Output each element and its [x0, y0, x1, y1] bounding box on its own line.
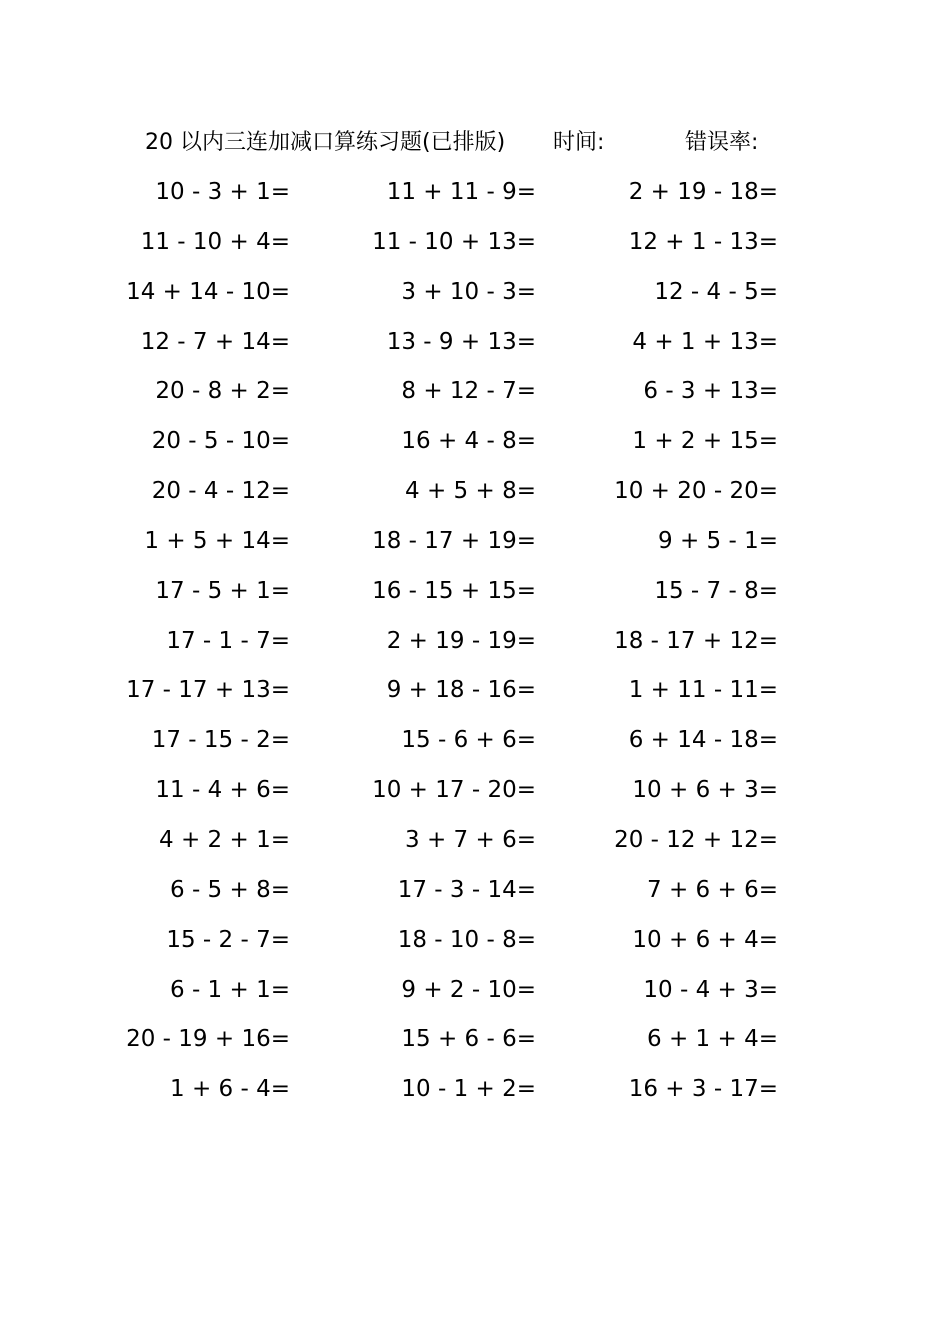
- math-problem: 16 + 4 - 8=: [401, 428, 536, 455]
- problem-row: [0, 371, 950, 421]
- problem-row: [0, 870, 950, 920]
- math-problem: 16 + 3 - 17=: [628, 1076, 778, 1103]
- math-problem: 11 - 10 + 4=: [140, 228, 290, 255]
- math-problem: 10 + 17 - 20=: [372, 777, 536, 804]
- problem-row: [0, 920, 950, 970]
- math-problem: 2 + 19 - 19=: [386, 627, 536, 654]
- math-problem: 15 - 6 + 6=: [401, 727, 536, 754]
- math-problem: 14 + 14 - 10=: [126, 278, 290, 305]
- math-problem: 3 + 7 + 6=: [405, 826, 536, 853]
- math-problem: 3 + 10 - 3=: [401, 278, 536, 305]
- math-problem: 10 + 6 + 3=: [632, 777, 778, 804]
- math-problem: 10 - 4 + 3=: [643, 976, 778, 1003]
- problem-row: [0, 670, 950, 720]
- math-problem: 20 - 5 - 10=: [151, 428, 290, 455]
- math-problem: 4 + 2 + 1=: [159, 826, 290, 853]
- math-problem: 20 - 19 + 16=: [126, 1026, 290, 1053]
- math-problem: 15 - 2 - 7=: [166, 926, 290, 953]
- math-problem: 20 - 4 - 12=: [151, 478, 290, 505]
- problem-row: [0, 621, 950, 671]
- math-problem: 17 - 5 + 1=: [155, 577, 290, 604]
- math-problem: 11 - 4 + 6=: [155, 777, 290, 804]
- time-label: 时间:: [553, 130, 605, 155]
- math-problem: 12 - 4 - 5=: [654, 278, 778, 305]
- problem-row: [0, 471, 950, 521]
- problem-row: [0, 521, 950, 571]
- math-problem: 12 + 1 - 13=: [628, 228, 778, 255]
- problem-row: [0, 322, 950, 372]
- math-problem: 10 - 1 + 2=: [401, 1076, 536, 1103]
- math-problem: 4 + 1 + 13=: [632, 328, 778, 355]
- math-problem: 13 - 9 + 13=: [386, 328, 536, 355]
- problem-row: [0, 421, 950, 471]
- math-problem: 10 + 20 - 20=: [614, 478, 778, 505]
- math-problem: 16 - 15 + 15=: [372, 577, 536, 604]
- math-problem: 6 - 1 + 1=: [170, 976, 290, 1003]
- math-problem: 17 - 15 - 2=: [151, 727, 290, 754]
- math-problem: 17 - 3 - 14=: [397, 876, 536, 903]
- math-problem: 4 + 5 + 8=: [405, 478, 536, 505]
- math-problem: 1 + 11 - 11=: [628, 677, 778, 704]
- problem-grid: [0, 172, 950, 1119]
- math-problem: 1 + 5 + 14=: [144, 527, 290, 554]
- math-problem: 10 - 3 + 1=: [155, 179, 290, 205]
- math-problem: 1 + 6 - 4=: [170, 1076, 290, 1103]
- math-problem: 15 + 6 - 6=: [401, 1026, 536, 1053]
- math-problem: 18 - 10 - 8=: [397, 926, 536, 953]
- math-problem: 20 - 8 + 2=: [155, 378, 290, 405]
- math-problem: 17 - 1 - 7=: [166, 627, 290, 654]
- math-problem: 20 - 12 + 12=: [614, 826, 778, 853]
- problem-row: [0, 272, 950, 322]
- math-problem: 2 + 19 - 18=: [628, 179, 778, 205]
- problem-row: [0, 770, 950, 820]
- worksheet-header: [145, 126, 805, 160]
- math-problem: 9 + 2 - 10=: [401, 976, 536, 1003]
- error-rate-label: 错误率:: [685, 130, 759, 155]
- problem-row: [0, 820, 950, 870]
- math-problem: 10 + 6 + 4=: [632, 926, 778, 953]
- math-problem: 9 + 18 - 16=: [386, 677, 536, 704]
- math-problem: 7 + 6 + 6=: [647, 876, 778, 903]
- problem-row: [0, 1019, 950, 1069]
- math-problem: 12 - 7 + 14=: [140, 328, 290, 355]
- problem-row: [0, 172, 950, 222]
- math-problem: 15 - 7 - 8=: [654, 577, 778, 604]
- math-problem: 18 - 17 + 19=: [372, 527, 536, 554]
- math-problem: 18 - 17 + 12=: [614, 627, 778, 654]
- math-problem: 9 + 5 - 1=: [658, 527, 778, 554]
- math-problem: 1 + 2 + 15=: [632, 428, 778, 455]
- math-problem: 6 + 14 - 18=: [628, 727, 778, 754]
- math-problem: 6 - 3 + 13=: [643, 378, 778, 405]
- math-problem: 8 + 12 - 7=: [401, 378, 536, 405]
- problem-row: [0, 970, 950, 1020]
- math-problem: 6 - 5 + 8=: [170, 876, 290, 903]
- math-problem: 6 + 1 + 4=: [647, 1026, 778, 1053]
- problem-row: [0, 571, 950, 621]
- problem-row: [0, 1069, 950, 1119]
- math-problem: 17 - 17 + 13=: [126, 677, 290, 704]
- worksheet-title: 20 以内三连加减口算练习题(已排版): [145, 130, 506, 155]
- problem-row: [0, 720, 950, 770]
- math-problem: 11 - 10 + 13=: [372, 228, 536, 255]
- problem-row: [0, 222, 950, 272]
- math-problem: 11 + 11 - 9=: [386, 179, 536, 205]
